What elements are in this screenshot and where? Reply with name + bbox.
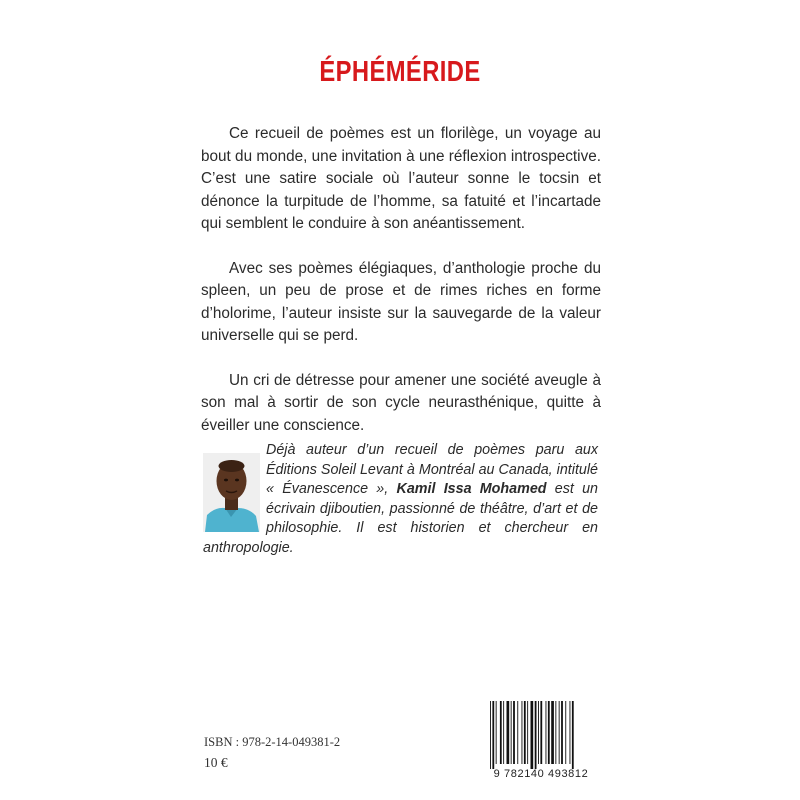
isbn: ISBN : 978-2-14-049381-2 (204, 735, 341, 749)
blurb-paragraph: Avec ses poèmes élégiaques, d’anthologie proche du spleen, un peu de prose et de rimes riches en forme d’holorime, l’auteur insiste sur la sauvegarde de la valeur universelle qui se perd. (201, 259, 601, 344)
barcode-bar (513, 701, 515, 764)
barcode-bar (546, 701, 547, 764)
barcode (489, 701, 599, 769)
barcode-bar (524, 701, 526, 764)
author-name: Kamil Issa Mohamed (396, 481, 547, 498)
barcode-bar (548, 701, 550, 764)
blurb (201, 123, 601, 459)
barcode-bar (531, 701, 534, 769)
author-section (203, 441, 598, 581)
barcode-bar (517, 701, 518, 764)
barcode-bar (490, 701, 491, 769)
barcode-bar (565, 701, 566, 764)
barcode-bar (496, 701, 497, 764)
barcode-bar (500, 701, 502, 764)
book-title: ÉPHÉMÉRIDE (319, 56, 481, 88)
author-bio-rest: est un écrivain djiboutien, passionné de théâtre, d’art et de philosophie. Il est historien et chercheur en anthropologie. (203, 481, 598, 556)
barcode-bar (561, 701, 563, 764)
barcode-bar (570, 701, 571, 764)
author-bio-intro: Déjà auteur d’un recueil de poèmes paru aux Éditions Soleil Levant à Montréal au Canada, intitulé « Évanescence », (266, 442, 598, 498)
barcode-bar (507, 701, 510, 764)
barcode-bar (503, 701, 504, 764)
barcode-bar (511, 701, 512, 764)
barcode-bar (555, 701, 556, 764)
barcode-bar (540, 701, 542, 764)
blurb-paragraph: Ce recueil de poèmes est un florilège, un voyage au bout du monde, une invitation à une réflexion introspective. C’est une satire sociale où l’auteur sonne le tocsin et dénonce la turpitude de l’homme, sa fatuité et l’incartade qui semblent le conduire à son anéantissement. (201, 125, 601, 232)
barcode-digits: 9 782140 493812 (493, 768, 589, 780)
blurb-paragraph: Un cri de détresse pour amener une société aveugle à son mal à sortir de son cycle neurasthénique, quitte à éveiller une conscience. (201, 371, 601, 434)
barcode-bar (522, 701, 523, 764)
barcode-bar (572, 701, 574, 769)
barcode-bar (492, 701, 494, 769)
barcode-bar (538, 701, 539, 764)
author-photo (203, 453, 260, 532)
price: 10 € (204, 755, 228, 770)
barcode-bar (559, 701, 560, 764)
barcode-bar (527, 701, 528, 764)
author-bio (203, 441, 598, 559)
barcode-bar (535, 701, 537, 769)
barcode-bar (551, 701, 554, 764)
